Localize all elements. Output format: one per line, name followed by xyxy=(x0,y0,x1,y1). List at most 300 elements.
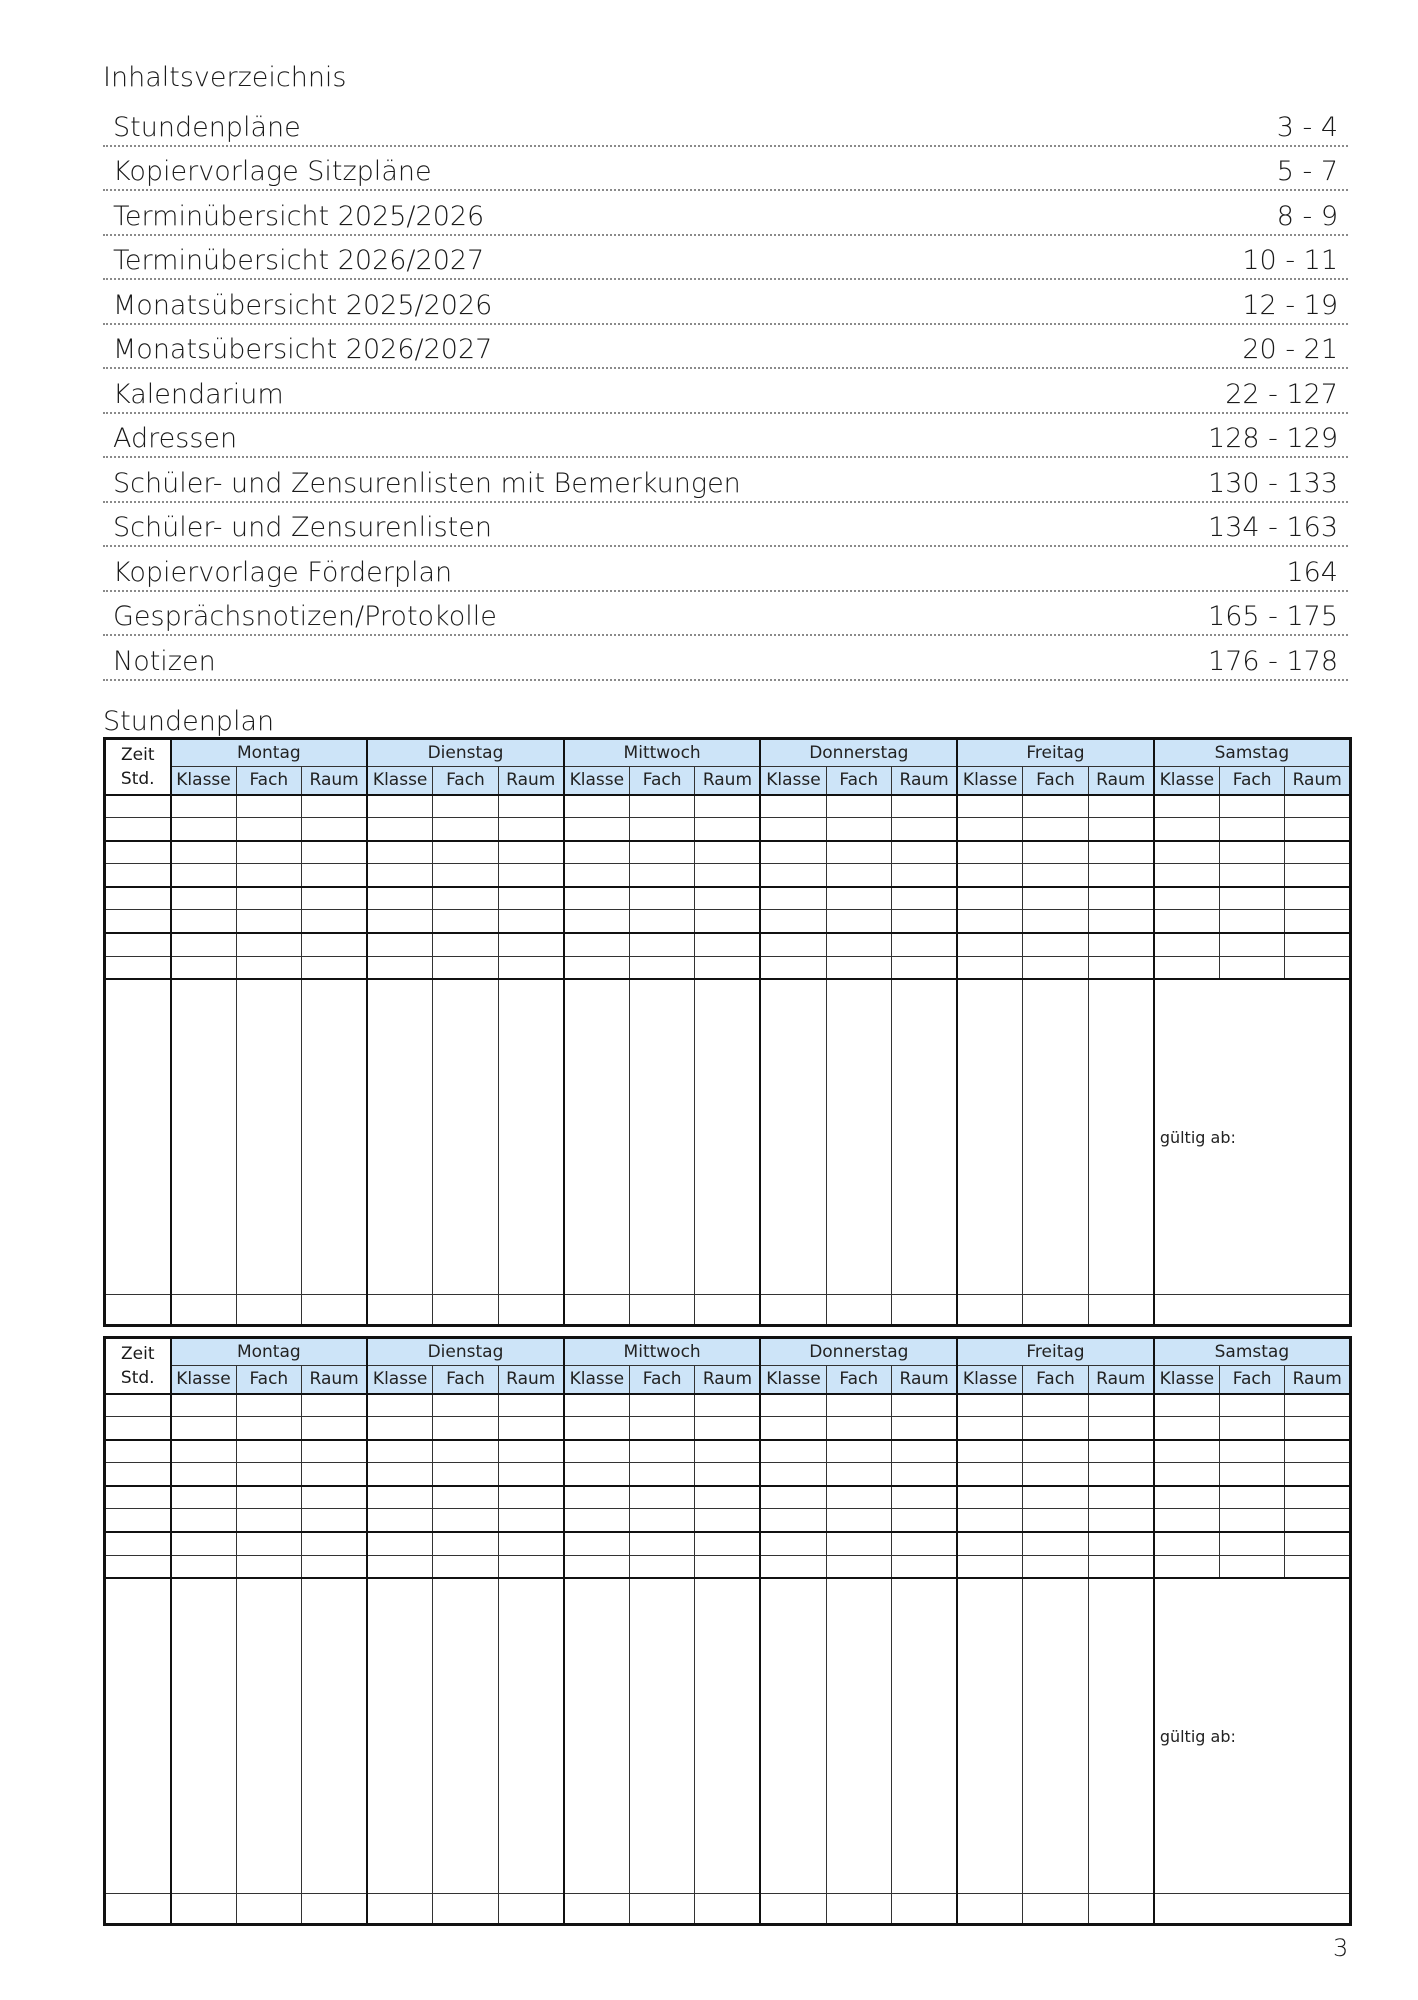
time-cell[interactable] xyxy=(105,1394,171,1417)
timetable-cell[interactable] xyxy=(826,933,892,956)
timetable-cell[interactable] xyxy=(171,979,237,1295)
timetable-cell[interactable] xyxy=(760,910,826,933)
timetable-cell[interactable] xyxy=(564,1440,630,1463)
timetable-cell[interactable] xyxy=(760,1555,826,1578)
timetable-cell[interactable] xyxy=(236,818,302,841)
valid-from-blank[interactable] xyxy=(1154,1894,1351,1925)
valid-from-field[interactable]: gültig ab: xyxy=(1154,979,1351,1295)
timetable-cell[interactable] xyxy=(1154,818,1220,841)
timetable-cell[interactable] xyxy=(498,1295,564,1326)
timetable-cell[interactable] xyxy=(629,1486,695,1509)
timetable-cell[interactable] xyxy=(433,1555,499,1578)
timetable-cell[interactable] xyxy=(695,1555,761,1578)
timetable-cell[interactable] xyxy=(367,887,433,910)
timetable-cell[interactable] xyxy=(367,1532,433,1555)
timetable-cell[interactable] xyxy=(1285,1440,1351,1463)
timetable-cell[interactable] xyxy=(1023,1509,1089,1532)
time-cell[interactable] xyxy=(105,1440,171,1463)
timetable-cell[interactable] xyxy=(629,1440,695,1463)
timetable-cell[interactable] xyxy=(629,818,695,841)
timetable-cell[interactable] xyxy=(171,1578,237,1894)
timetable-cell[interactable] xyxy=(1219,795,1285,818)
timetable-cell[interactable] xyxy=(433,1417,499,1440)
timetable-cell[interactable] xyxy=(236,795,302,818)
timetable-cell[interactable] xyxy=(892,1417,958,1440)
time-cell[interactable] xyxy=(105,910,171,933)
timetable-cell[interactable] xyxy=(826,1295,892,1326)
valid-from-field[interactable]: gültig ab: xyxy=(1154,1578,1351,1894)
timetable-cell[interactable] xyxy=(236,1509,302,1532)
timetable-cell[interactable] xyxy=(629,1394,695,1417)
timetable-cell[interactable] xyxy=(1285,795,1351,818)
timetable-cell[interactable] xyxy=(171,818,237,841)
timetable-cell[interactable] xyxy=(367,1394,433,1417)
timetable-cell[interactable] xyxy=(957,1509,1023,1532)
timetable-cell[interactable] xyxy=(1219,1417,1285,1440)
timetable-cell[interactable] xyxy=(1154,795,1220,818)
timetable-cell[interactable] xyxy=(498,910,564,933)
timetable-cell[interactable] xyxy=(171,1486,237,1509)
timetable-cell[interactable] xyxy=(1088,841,1154,864)
timetable-cell[interactable] xyxy=(1023,1394,1089,1417)
timetable-cell[interactable] xyxy=(1219,864,1285,887)
timetable-cell[interactable] xyxy=(695,1578,761,1894)
timetable-cell[interactable] xyxy=(892,841,958,864)
timetable-cell[interactable] xyxy=(564,1463,630,1486)
timetable-cell[interactable] xyxy=(695,1417,761,1440)
timetable-cell[interactable] xyxy=(1154,1555,1220,1578)
timetable-cell[interactable] xyxy=(367,795,433,818)
timetable-cell[interactable] xyxy=(1023,864,1089,887)
timetable-cell[interactable] xyxy=(1154,1440,1220,1463)
time-cell[interactable] xyxy=(105,933,171,956)
timetable-cell[interactable] xyxy=(1088,979,1154,1295)
timetable-cell[interactable] xyxy=(760,1894,826,1925)
timetable-cell[interactable] xyxy=(629,841,695,864)
time-cell[interactable] xyxy=(105,1555,171,1578)
timetable-cell[interactable] xyxy=(1088,818,1154,841)
timetable-cell[interactable] xyxy=(1154,864,1220,887)
timetable-cell[interactable] xyxy=(1088,1417,1154,1440)
timetable-cell[interactable] xyxy=(957,979,1023,1295)
timetable-cell[interactable] xyxy=(1088,910,1154,933)
timetable-cell[interactable] xyxy=(695,1894,761,1925)
timetable-cell[interactable] xyxy=(302,956,368,979)
timetable-cell[interactable] xyxy=(367,956,433,979)
timetable-cell[interactable] xyxy=(564,1894,630,1925)
timetable-cell[interactable] xyxy=(760,864,826,887)
timetable-cell[interactable] xyxy=(367,910,433,933)
timetable-cell[interactable] xyxy=(1023,795,1089,818)
timetable-cell[interactable] xyxy=(1285,864,1351,887)
timetable-cell[interactable] xyxy=(957,1578,1023,1894)
timetable-cell[interactable] xyxy=(564,1295,630,1326)
timetable-cell[interactable] xyxy=(236,910,302,933)
timetable-cell[interactable] xyxy=(564,933,630,956)
timetable-cell[interactable] xyxy=(1088,1578,1154,1894)
timetable-cell[interactable] xyxy=(760,887,826,910)
timetable-cell[interactable] xyxy=(302,933,368,956)
timetable-cell[interactable] xyxy=(629,1463,695,1486)
time-cell[interactable] xyxy=(105,887,171,910)
timetable-cell[interactable] xyxy=(892,1440,958,1463)
timetable-cell[interactable] xyxy=(171,910,237,933)
timetable-cell[interactable] xyxy=(433,818,499,841)
timetable-cell[interactable] xyxy=(1023,979,1089,1295)
timetable-cell[interactable] xyxy=(498,818,564,841)
timetable-cell[interactable] xyxy=(695,1532,761,1555)
timetable-cell[interactable] xyxy=(1088,1295,1154,1326)
timetable-cell[interactable] xyxy=(302,818,368,841)
time-cell[interactable] xyxy=(105,818,171,841)
timetable-cell[interactable] xyxy=(564,864,630,887)
timetable-cell[interactable] xyxy=(1088,956,1154,979)
timetable-cell[interactable] xyxy=(1285,1394,1351,1417)
timetable-cell[interactable] xyxy=(433,979,499,1295)
timetable-cell[interactable] xyxy=(564,818,630,841)
timetable-cell[interactable] xyxy=(826,1417,892,1440)
timetable-cell[interactable] xyxy=(433,795,499,818)
timetable-cell[interactable] xyxy=(1023,1295,1089,1326)
timetable-cell[interactable] xyxy=(1154,910,1220,933)
timetable-cell[interactable] xyxy=(498,1532,564,1555)
timetable-cell[interactable] xyxy=(1219,1394,1285,1417)
timetable-cell[interactable] xyxy=(498,887,564,910)
timetable-cell[interactable] xyxy=(695,1509,761,1532)
timetable-cell[interactable] xyxy=(433,887,499,910)
timetable-cell[interactable] xyxy=(302,1463,368,1486)
timetable-cell[interactable] xyxy=(367,1894,433,1925)
timetable-cell[interactable] xyxy=(1154,1532,1220,1555)
timetable-cell[interactable] xyxy=(564,1417,630,1440)
timetable-cell[interactable] xyxy=(629,979,695,1295)
timetable-cell[interactable] xyxy=(760,1532,826,1555)
timetable-cell[interactable] xyxy=(302,979,368,1295)
timetable-cell[interactable] xyxy=(564,979,630,1295)
timetable-cell[interactable] xyxy=(1285,910,1351,933)
timetable-cell[interactable] xyxy=(826,887,892,910)
timetable-cell[interactable] xyxy=(629,1532,695,1555)
timetable-cell[interactable] xyxy=(564,1394,630,1417)
timetable-cell[interactable] xyxy=(629,1578,695,1894)
timetable-cell[interactable] xyxy=(892,956,958,979)
timetable-cell[interactable] xyxy=(236,1463,302,1486)
timetable-cell[interactable] xyxy=(302,1394,368,1417)
timetable-cell[interactable] xyxy=(236,1440,302,1463)
timetable-cell[interactable] xyxy=(695,864,761,887)
timetable-cell[interactable] xyxy=(826,1894,892,1925)
timetable-cell[interactable] xyxy=(892,818,958,841)
timetable-cell[interactable] xyxy=(367,979,433,1295)
timetable-cell[interactable] xyxy=(171,1509,237,1532)
timetable-cell[interactable] xyxy=(892,979,958,1295)
timetable-cell[interactable] xyxy=(892,795,958,818)
timetable-cell[interactable] xyxy=(1154,956,1220,979)
timetable-cell[interactable] xyxy=(1154,1486,1220,1509)
timetable-cell[interactable] xyxy=(1088,1394,1154,1417)
timetable-cell[interactable] xyxy=(760,1486,826,1509)
valid-from-blank[interactable] xyxy=(1154,1295,1351,1326)
timetable-cell[interactable] xyxy=(1285,841,1351,864)
timetable-cell[interactable] xyxy=(171,933,237,956)
timetable-cell[interactable] xyxy=(695,818,761,841)
timetable-cell[interactable] xyxy=(236,1417,302,1440)
timetable-cell[interactable] xyxy=(760,841,826,864)
timetable-cell[interactable] xyxy=(498,956,564,979)
timetable-cell[interactable] xyxy=(236,1578,302,1894)
time-cell[interactable] xyxy=(105,1532,171,1555)
timetable-cell[interactable] xyxy=(892,1295,958,1326)
timetable-cell[interactable] xyxy=(892,1486,958,1509)
time-cell[interactable] xyxy=(105,1486,171,1509)
timetable-cell[interactable] xyxy=(826,910,892,933)
timetable-cell[interactable] xyxy=(1285,1463,1351,1486)
timetable-cell[interactable] xyxy=(629,1894,695,1925)
timetable-cell[interactable] xyxy=(1154,1394,1220,1417)
timetable-cell[interactable] xyxy=(302,1555,368,1578)
timetable-cell[interactable] xyxy=(957,1532,1023,1555)
timetable-cell[interactable] xyxy=(1023,956,1089,979)
timetable-cell[interactable] xyxy=(302,887,368,910)
timetable-cell[interactable] xyxy=(367,1486,433,1509)
timetable-cell[interactable] xyxy=(236,864,302,887)
timetable-cell[interactable] xyxy=(236,1486,302,1509)
timetable-cell[interactable] xyxy=(957,910,1023,933)
timetable-cell[interactable] xyxy=(695,1440,761,1463)
timetable-cell[interactable] xyxy=(629,1555,695,1578)
timetable-cell[interactable] xyxy=(826,841,892,864)
timetable-cell[interactable] xyxy=(629,1509,695,1532)
timetable-cell[interactable] xyxy=(1088,1894,1154,1925)
timetable-cell[interactable] xyxy=(433,1463,499,1486)
timetable-cell[interactable] xyxy=(695,1463,761,1486)
timetable-cell[interactable] xyxy=(302,1894,368,1925)
timetable-cell[interactable] xyxy=(629,864,695,887)
timetable-cell[interactable] xyxy=(695,979,761,1295)
timetable-cell[interactable] xyxy=(433,933,499,956)
timetable-cell[interactable] xyxy=(433,1486,499,1509)
timetable-cell[interactable] xyxy=(1219,910,1285,933)
timetable-cell[interactable] xyxy=(826,1578,892,1894)
timetable-cell[interactable] xyxy=(564,1486,630,1509)
timetable-cell[interactable] xyxy=(892,864,958,887)
time-cell[interactable] xyxy=(105,956,171,979)
timetable-cell[interactable] xyxy=(1285,956,1351,979)
timetable-cell[interactable] xyxy=(564,887,630,910)
timetable-cell[interactable] xyxy=(1088,1555,1154,1578)
timetable-cell[interactable] xyxy=(957,1894,1023,1925)
timetable-cell[interactable] xyxy=(171,1394,237,1417)
timetable-cell[interactable] xyxy=(1023,1532,1089,1555)
timetable-cell[interactable] xyxy=(1219,1555,1285,1578)
timetable-cell[interactable] xyxy=(564,1532,630,1555)
timetable-cell[interactable] xyxy=(695,1486,761,1509)
timetable-cell[interactable] xyxy=(1023,818,1089,841)
timetable-cell[interactable] xyxy=(367,1509,433,1532)
timetable-cell[interactable] xyxy=(367,1417,433,1440)
timetable-cell[interactable] xyxy=(433,910,499,933)
timetable-cell[interactable] xyxy=(1023,1440,1089,1463)
timetable-cell[interactable] xyxy=(1285,1509,1351,1532)
time-cell[interactable] xyxy=(105,795,171,818)
timetable-cell[interactable] xyxy=(760,1578,826,1894)
timetable-cell[interactable] xyxy=(433,1440,499,1463)
timetable-cell[interactable] xyxy=(498,1394,564,1417)
timetable-cell[interactable] xyxy=(236,887,302,910)
timetable-cell[interactable] xyxy=(760,1417,826,1440)
timetable-cell[interactable] xyxy=(760,1509,826,1532)
timetable-cell[interactable] xyxy=(957,1486,1023,1509)
timetable-cell[interactable] xyxy=(1219,1532,1285,1555)
timetable-cell[interactable] xyxy=(1023,1578,1089,1894)
timetable-cell[interactable] xyxy=(1219,933,1285,956)
timetable-cell[interactable] xyxy=(498,841,564,864)
timetable-cell[interactable] xyxy=(302,910,368,933)
time-cell[interactable] xyxy=(105,1417,171,1440)
timetable-cell[interactable] xyxy=(957,1440,1023,1463)
timetable-cell[interactable] xyxy=(892,1578,958,1894)
timetable-cell[interactable] xyxy=(695,933,761,956)
timetable-cell[interactable] xyxy=(1088,887,1154,910)
timetable-cell[interactable] xyxy=(302,1440,368,1463)
timetable-cell[interactable] xyxy=(1285,1417,1351,1440)
timetable-cell[interactable] xyxy=(957,864,1023,887)
timetable-cell[interactable] xyxy=(1219,818,1285,841)
time-cell[interactable] xyxy=(105,1894,171,1925)
timetable-cell[interactable] xyxy=(433,841,499,864)
timetable-cell[interactable] xyxy=(302,1486,368,1509)
timetable-cell[interactable] xyxy=(1023,1555,1089,1578)
timetable-cell[interactable] xyxy=(695,910,761,933)
timetable-cell[interactable] xyxy=(433,1578,499,1894)
timetable-cell[interactable] xyxy=(498,1578,564,1894)
timetable-cell[interactable] xyxy=(892,1894,958,1925)
timetable-cell[interactable] xyxy=(498,1417,564,1440)
timetable-cell[interactable] xyxy=(498,1486,564,1509)
timetable-cell[interactable] xyxy=(433,1532,499,1555)
timetable-cell[interactable] xyxy=(171,1894,237,1925)
timetable-cell[interactable] xyxy=(236,956,302,979)
timetable-cell[interactable] xyxy=(302,1417,368,1440)
time-cell[interactable] xyxy=(105,1578,171,1894)
timetable-cell[interactable] xyxy=(498,864,564,887)
timetable-cell[interactable] xyxy=(171,887,237,910)
timetable-cell[interactable] xyxy=(498,1509,564,1532)
timetable-cell[interactable] xyxy=(498,1894,564,1925)
timetable-cell[interactable] xyxy=(171,864,237,887)
timetable-cell[interactable] xyxy=(826,795,892,818)
timetable-cell[interactable] xyxy=(892,910,958,933)
timetable-cell[interactable] xyxy=(564,1578,630,1894)
timetable-cell[interactable] xyxy=(236,979,302,1295)
timetable-cell[interactable] xyxy=(892,1394,958,1417)
timetable-cell[interactable] xyxy=(236,841,302,864)
timetable-cell[interactable] xyxy=(498,1463,564,1486)
timetable-cell[interactable] xyxy=(1023,887,1089,910)
timetable-cell[interactable] xyxy=(760,1463,826,1486)
timetable-cell[interactable] xyxy=(302,864,368,887)
timetable-cell[interactable] xyxy=(695,1394,761,1417)
timetable-cell[interactable] xyxy=(826,1509,892,1532)
timetable-cell[interactable] xyxy=(1154,841,1220,864)
timetable-cell[interactable] xyxy=(236,1894,302,1925)
timetable-cell[interactable] xyxy=(1219,1509,1285,1532)
timetable-cell[interactable] xyxy=(892,933,958,956)
timetable-cell[interactable] xyxy=(498,795,564,818)
timetable-cell[interactable] xyxy=(564,956,630,979)
timetable-cell[interactable] xyxy=(892,1463,958,1486)
timetable-cell[interactable] xyxy=(826,1394,892,1417)
timetable-cell[interactable] xyxy=(498,933,564,956)
timetable-cell[interactable] xyxy=(1285,933,1351,956)
timetable-cell[interactable] xyxy=(302,795,368,818)
timetable-cell[interactable] xyxy=(826,1555,892,1578)
timetable-cell[interactable] xyxy=(236,1532,302,1555)
timetable-cell[interactable] xyxy=(236,1394,302,1417)
timetable-cell[interactable] xyxy=(1023,910,1089,933)
timetable-cell[interactable] xyxy=(957,1295,1023,1326)
timetable-cell[interactable] xyxy=(695,887,761,910)
timetable-cell[interactable] xyxy=(629,910,695,933)
timetable-cell[interactable] xyxy=(1023,1417,1089,1440)
timetable-cell[interactable] xyxy=(433,956,499,979)
timetable-cell[interactable] xyxy=(957,1555,1023,1578)
timetable-cell[interactable] xyxy=(695,841,761,864)
timetable-cell[interactable] xyxy=(629,1417,695,1440)
timetable-cell[interactable] xyxy=(236,933,302,956)
timetable-cell[interactable] xyxy=(695,956,761,979)
timetable-cell[interactable] xyxy=(1154,887,1220,910)
timetable-cell[interactable] xyxy=(236,1295,302,1326)
time-cell[interactable] xyxy=(105,1509,171,1532)
timetable-cell[interactable] xyxy=(564,841,630,864)
timetable-cell[interactable] xyxy=(957,1394,1023,1417)
timetable-cell[interactable] xyxy=(826,1463,892,1486)
timetable-cell[interactable] xyxy=(957,818,1023,841)
timetable-cell[interactable] xyxy=(433,864,499,887)
timetable-cell[interactable] xyxy=(1088,1532,1154,1555)
timetable-cell[interactable] xyxy=(1088,1486,1154,1509)
time-cell[interactable] xyxy=(105,1463,171,1486)
timetable-cell[interactable] xyxy=(171,1555,237,1578)
timetable-cell[interactable] xyxy=(1285,1555,1351,1578)
timetable-cell[interactable] xyxy=(367,1463,433,1486)
timetable-cell[interactable] xyxy=(1023,841,1089,864)
timetable-cell[interactable] xyxy=(760,956,826,979)
timetable-cell[interactable] xyxy=(1219,887,1285,910)
timetable-cell[interactable] xyxy=(957,841,1023,864)
timetable-cell[interactable] xyxy=(957,933,1023,956)
timetable-cell[interactable] xyxy=(171,1532,237,1555)
timetable-cell[interactable] xyxy=(367,864,433,887)
timetable-cell[interactable] xyxy=(1219,956,1285,979)
timetable-cell[interactable] xyxy=(1088,1463,1154,1486)
timetable-cell[interactable] xyxy=(1285,1532,1351,1555)
timetable-cell[interactable] xyxy=(892,1555,958,1578)
timetable-cell[interactable] xyxy=(433,1509,499,1532)
timetable-cell[interactable] xyxy=(1219,1486,1285,1509)
timetable-cell[interactable] xyxy=(433,1295,499,1326)
timetable-cell[interactable] xyxy=(1088,933,1154,956)
timetable-cell[interactable] xyxy=(957,887,1023,910)
timetable-cell[interactable] xyxy=(695,795,761,818)
timetable-cell[interactable] xyxy=(826,864,892,887)
timetable-cell[interactable] xyxy=(1285,818,1351,841)
timetable-cell[interactable] xyxy=(1023,933,1089,956)
timetable-cell[interactable] xyxy=(892,887,958,910)
timetable-cell[interactable] xyxy=(826,818,892,841)
timetable-cell[interactable] xyxy=(957,956,1023,979)
